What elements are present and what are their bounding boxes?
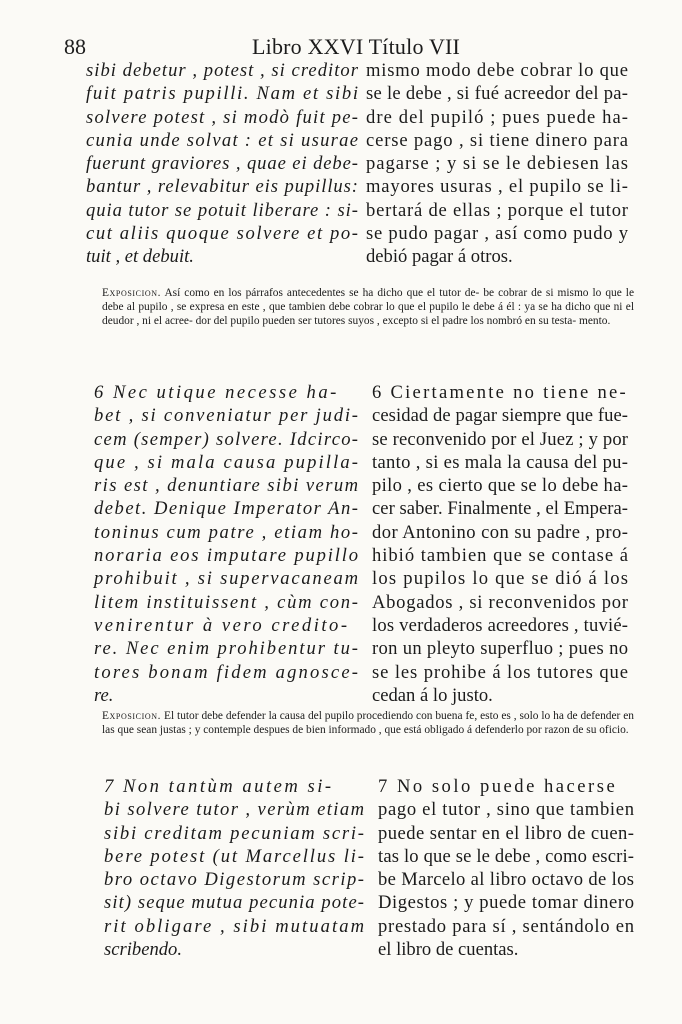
spanish-line: mayores usuras , el pupilo se li-: [366, 176, 629, 198]
latin-line: cut aliis quoque solvere et po-: [86, 223, 360, 245]
spanish-line: Digestos ; y puede tomar dinero: [378, 892, 635, 914]
latin-line: rit obligare , sibi mutuatam: [104, 915, 367, 937]
spanish-line: pilo , es cierto que se lo debe ha-: [372, 475, 629, 497]
latin-line: venirentur à vero credito-: [94, 614, 350, 636]
exposicion-text: El tutor debe defender la causa del pupilo procediendo con buena fe, esto es , solo lo ha de defender en las que sean justas ; y contemple despues de bien informado , que está obligado á defenderlo por razon de su oficio.: [102, 710, 634, 736]
spanish-line: se reconvenido por el Juez ; y por: [372, 428, 629, 450]
spanish-line: cedan á lo justo.: [372, 684, 493, 706]
latin-line: fuit patris pupilli. Nam et sibi: [86, 83, 360, 105]
latin-column-section7: [104, 776, 367, 962]
spanish-line: hibió tambien que se contase á: [372, 545, 629, 567]
latin-line: re.: [94, 684, 114, 706]
spanish-column-section6: [372, 382, 628, 708]
spanish-line: se le debe , si fué acreedor del pa-: [366, 83, 629, 105]
latin-line: re. Nec enim prohibentur tu-: [94, 638, 360, 660]
latin-line: quia tutor se potuit liberare : si-: [86, 199, 359, 221]
latin-line: tuit , et debuit.: [86, 246, 194, 268]
latin-line: bere potest (ut Marcellus li-: [104, 845, 366, 867]
exposicion-section1: [102, 287, 634, 329]
latin-line: bantur , relevabitur eis pupillus:: [86, 176, 359, 198]
latin-column-section6: [94, 382, 361, 708]
spanish-line: 6 Ciertamente no tiene ne-: [372, 382, 628, 403]
latin-line: fuerunt graviores , quae ei debe-: [86, 153, 359, 175]
exposicion-label: Exposicion.: [102, 287, 162, 299]
running-title: Libro XXVI Título VII: [252, 34, 461, 59]
spanish-line: 7 No solo puede hacerse: [378, 776, 618, 797]
spanish-line: el libro de cuentas.: [378, 939, 519, 961]
spanish-line: cerse pago , si tiene dinero para: [366, 129, 629, 151]
exposicion-text: Así como en los párrafos antecedentes se ha dicho que el tutor de- be cobrar de si mismo lo que le debe al pupilo , se expresa en este , que tambien debe cobrar lo que el pupilo le debe á él : ya se ha dicho que ni el deudor , ni el acree- dor del pupilo pueden ser tutores suyos , excepto si el padre los nombró en su testa- mento.: [102, 287, 635, 327]
spanish-line: ron un pleyto superfluo ; pues no: [372, 638, 629, 660]
spanish-line: prestado para sí , sentándolo en: [378, 915, 635, 937]
latin-line: noraria eos imputare pupillo: [94, 545, 360, 567]
spanish-line: pagarse ; y si se le debiesen las: [366, 153, 629, 175]
exposicion-label: Exposicion.: [102, 710, 162, 722]
latin-line: prohibuit , si supervacaneam: [94, 568, 360, 590]
spanish-line: tanto , si es mala la causa del pu-: [372, 451, 629, 473]
exposicion-section6: [102, 710, 634, 738]
latin-line: toninus cum patre , etiam ho-: [94, 521, 360, 543]
spanish-column-section7: [378, 776, 634, 962]
spanish-line: mismo modo debe cobrar lo que: [366, 60, 629, 81]
spanish-line: los verdaderos acreedores , tuvié-: [372, 614, 629, 636]
latin-column-section1: [86, 60, 358, 270]
latin-line: sit) seque mutua pecunia pote-: [104, 892, 366, 914]
spanish-line: cer saber. Finalmente , el Empera-: [372, 498, 629, 520]
spanish-line: puede sentar en el libro de cuen-: [378, 822, 635, 844]
latin-line: cem (semper) solvere. Idcirco-: [94, 428, 360, 450]
spanish-line: los pupilos lo que se dió á los: [372, 568, 630, 590]
spanish-line: debió pagar á otros.: [366, 246, 513, 268]
spanish-line: Abogados , si reconvenidos por: [372, 591, 629, 613]
latin-line: 7 Non tantùm autem si-: [104, 776, 334, 797]
page-number: 88: [64, 34, 86, 59]
latin-line: que , si mala causa pupilla-: [94, 451, 361, 473]
latin-line: debet. Denique Imperator An-: [94, 498, 360, 520]
latin-line: sibi debetur , potest , si creditor: [86, 60, 360, 81]
spanish-line: bertará de ellas ; porque el tutor: [366, 199, 629, 221]
latin-line: litem instituissent , cùm con-: [94, 591, 360, 613]
latin-line: bet , si conveniatur per judi-: [94, 405, 360, 427]
latin-line: scribendo.: [104, 939, 182, 961]
latin-line: bi solvere tutor , verùm etiam: [104, 799, 366, 821]
spanish-column-section1: [366, 60, 628, 270]
spanish-line: dre del pupiló ; pues puede ha-: [366, 106, 630, 128]
spanish-line: cesidad de pagar siempre que fue-: [372, 405, 629, 427]
spanish-line: pago el tutor , sino que tambien: [378, 799, 635, 821]
spanish-line: dor Antonino con su padre , pro-: [372, 521, 629, 543]
latin-line: solvere potest , si modò fuit pe-: [86, 106, 360, 128]
latin-line: tores bonam fidem agnosce-: [94, 661, 361, 683]
spanish-line: se pudo pagar , así como pudo y: [366, 223, 629, 245]
latin-line: cunia unde solvat : et si usurae: [86, 129, 360, 151]
spanish-line: se les prohibe á los tutores que: [372, 661, 629, 683]
spanish-line: be Marcelo al libro octavo de los: [378, 869, 635, 891]
latin-line: 6 Nec utique necesse ha-: [94, 382, 339, 403]
latin-line: ris est , denuntiare sibi verum: [94, 475, 360, 497]
spanish-line: tas lo que se le debe , como escri-: [378, 845, 635, 867]
latin-line: bro octavo Digestorum scrip-: [104, 869, 366, 891]
latin-line: sibi creditam pecuniam scri-: [104, 822, 366, 844]
